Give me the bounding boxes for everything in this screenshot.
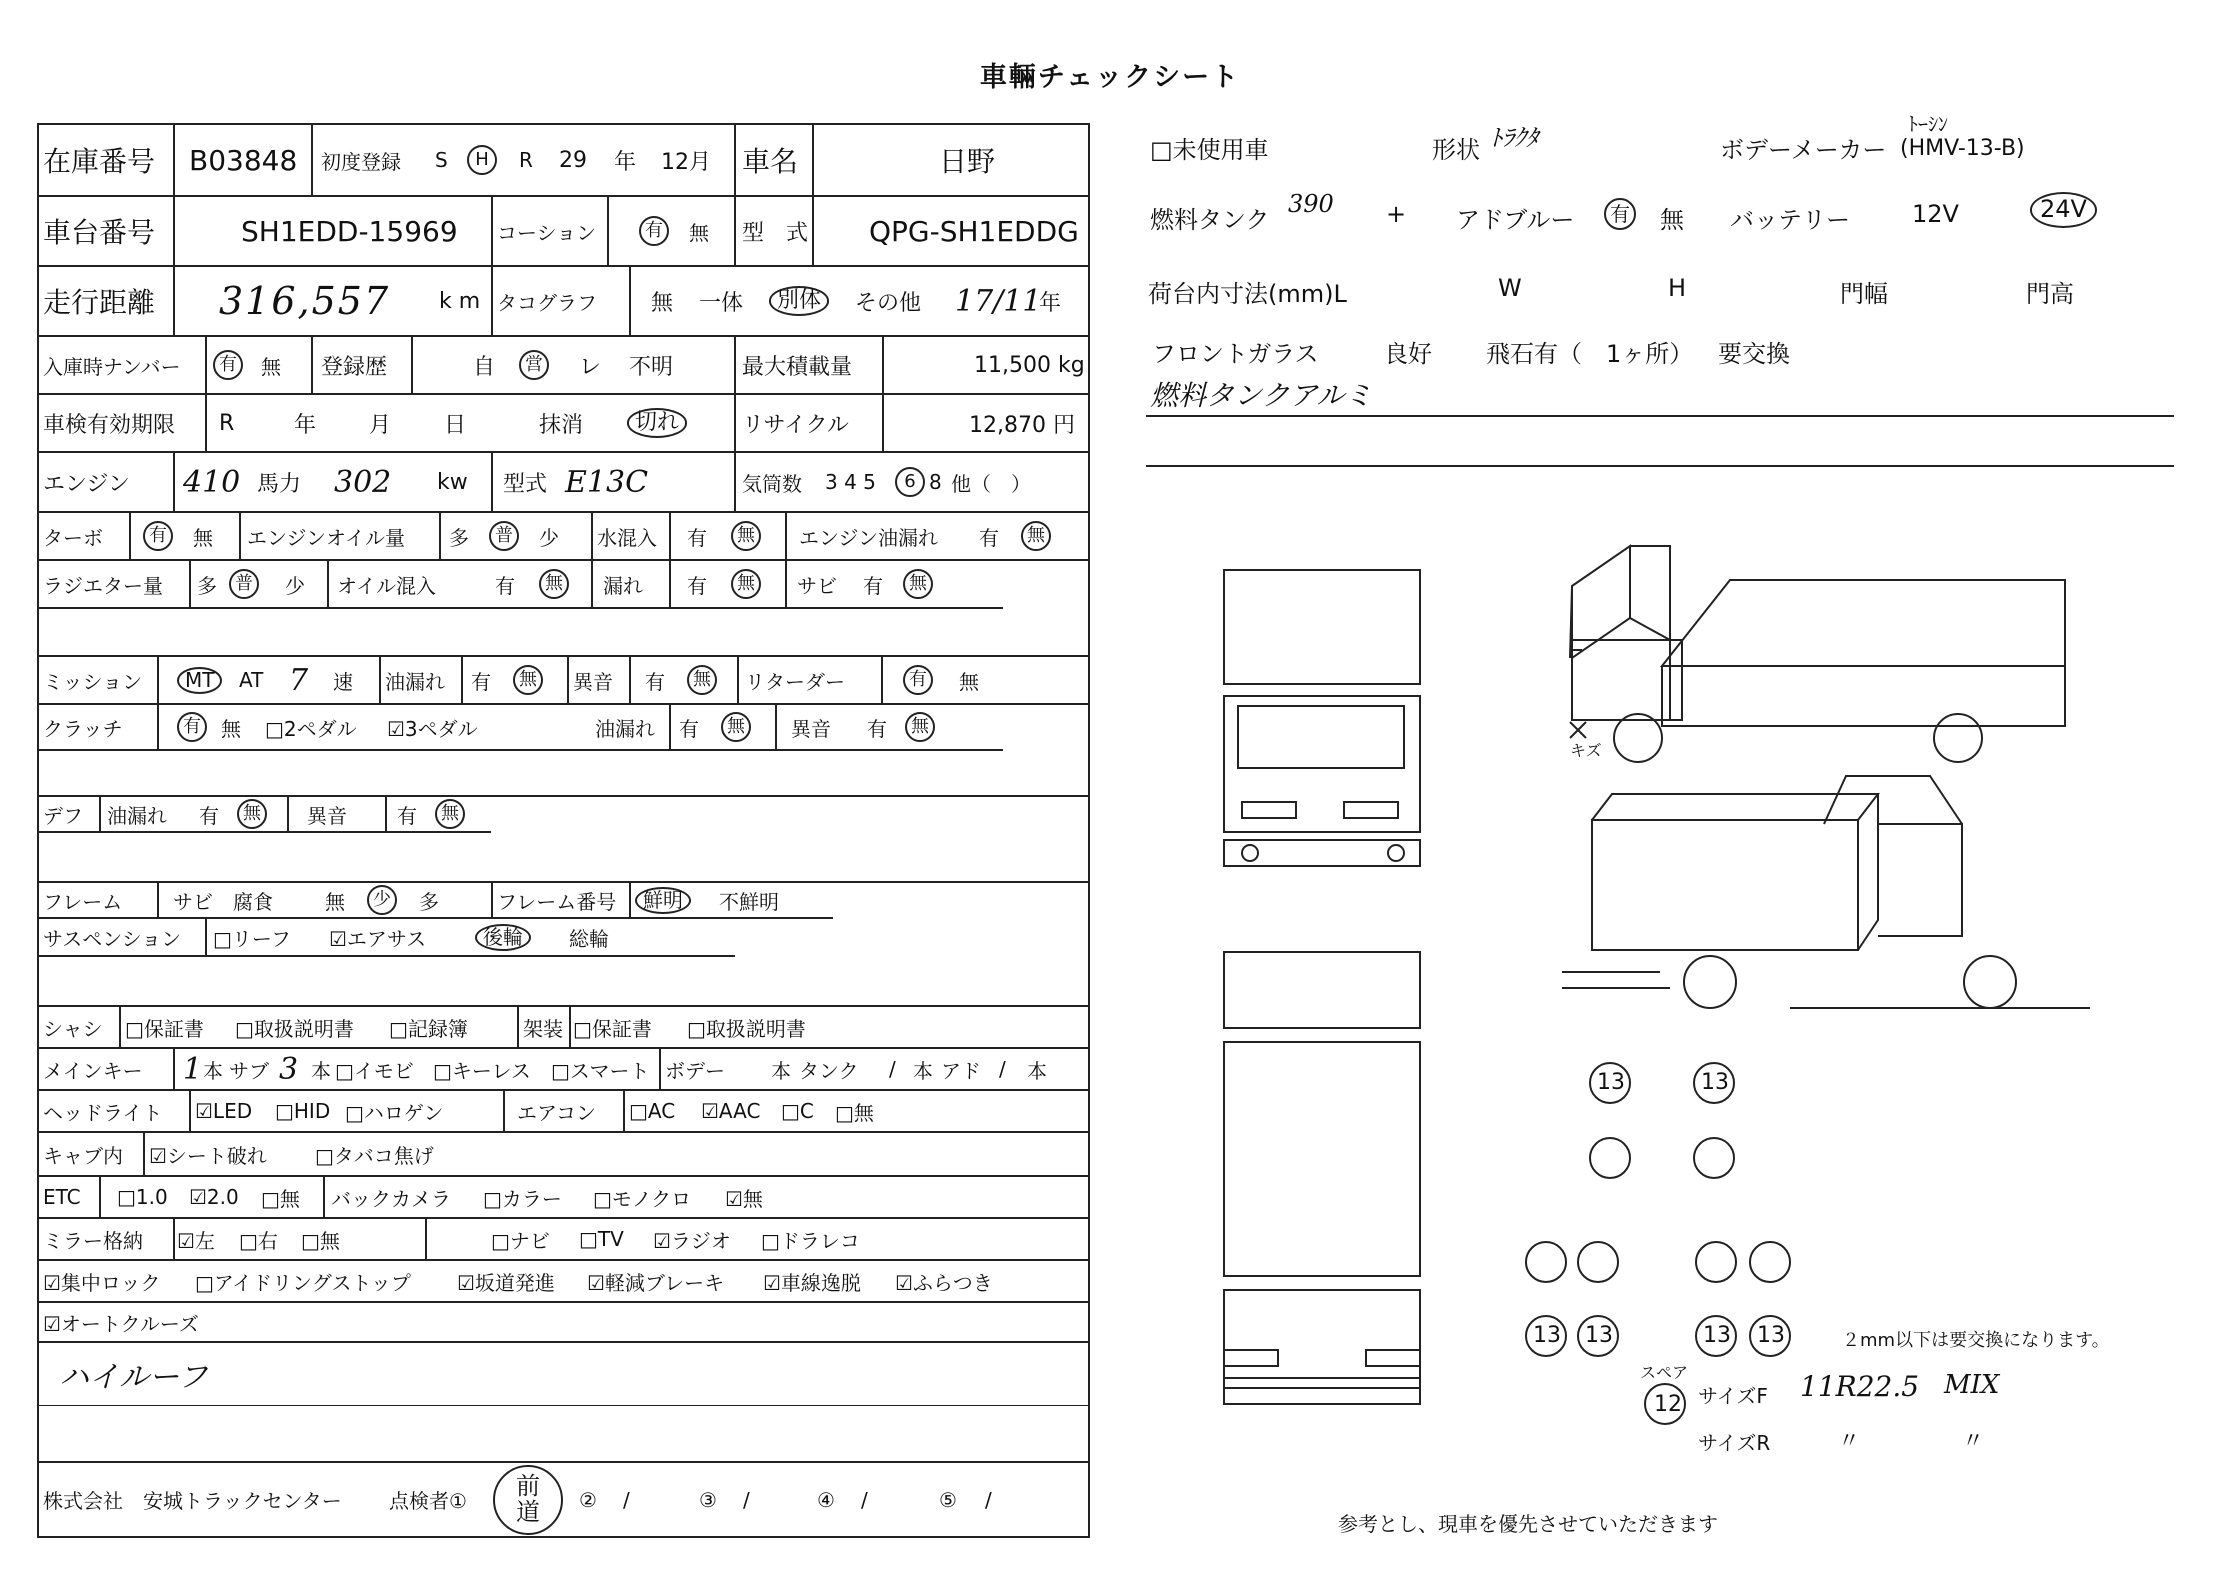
cargo-h: H	[1668, 274, 1687, 302]
row-safety	[39, 1261, 1088, 1303]
radiator-label: ラジエター量	[43, 573, 163, 598]
stock-number: B03848	[189, 143, 298, 177]
key-unit: 本	[203, 1058, 223, 1083]
inspector-2-slash: /	[623, 1487, 630, 1512]
aircon-label: エアコン	[517, 1100, 596, 1125]
retarder-label: リターダー	[745, 669, 845, 694]
backcam-label: バックカメラ	[331, 1186, 451, 1211]
cylinder-other: 他（ ）	[951, 471, 1031, 496]
row-keys	[39, 1049, 1088, 1091]
tank-key-label: タンク	[799, 1058, 859, 1083]
wheel-front	[1614, 714, 1662, 762]
inspect-day: 日	[444, 412, 467, 438]
turbo-yes: 有	[143, 521, 173, 551]
row-headlight	[39, 1091, 1088, 1133]
reg-label: 登録歴	[321, 354, 388, 380]
mirror-label: ミラー格納	[43, 1228, 143, 1253]
frame-mid: 少	[367, 885, 397, 915]
inspect-expired: 切れ	[627, 408, 687, 437]
scratch-label: キズ	[1570, 741, 1602, 760]
mirror-right: □右	[239, 1228, 278, 1253]
body-maker-model: (HMV-13-B)	[1900, 136, 2025, 161]
diff-oilleak-no: 無	[237, 799, 267, 829]
inspector-3: ③	[699, 1487, 717, 1512]
battery-12v: 12V	[1912, 200, 1959, 228]
load-label: 最大積載量	[742, 354, 853, 380]
recycle-value: 12,870 円	[969, 412, 1075, 438]
radiator-few: 少	[285, 573, 305, 598]
suspension-leaf: □リーフ	[213, 926, 291, 951]
chassis-manual: □取扱説明書	[235, 1016, 354, 1041]
clutch-label: クラッチ	[43, 716, 123, 741]
inspector-2: ②	[579, 1487, 597, 1512]
era-r: R	[519, 148, 533, 172]
oil-mix-yes: 有	[495, 573, 515, 598]
hp-label: 馬力	[257, 471, 302, 497]
oil-amount-label: エンジンオイル量	[247, 525, 405, 550]
first-reg-label: 初度登録	[321, 149, 401, 174]
size-rear-ditto-2: 〃	[1962, 1429, 1985, 1454]
reg-rental: レ	[579, 354, 602, 380]
wobble-alert: ☑ふらつき	[895, 1270, 993, 1295]
auto-cruise: ☑オートクルーズ	[43, 1311, 199, 1336]
engine-label: エンジン	[43, 471, 130, 497]
fuel-plus: +	[1386, 200, 1407, 228]
aircon-none: □無	[835, 1100, 874, 1125]
main-key-label: メインキー	[43, 1058, 143, 1083]
backcam-mono: □モノクロ	[593, 1186, 692, 1211]
battery-label: バッテリー	[1730, 206, 1850, 234]
ad-key-label: アド	[941, 1058, 981, 1083]
etc-2: ☑2.0	[189, 1185, 239, 1209]
cab-top-view	[1224, 952, 1420, 1028]
shape-value: ﾄﾗｸﾀ	[1490, 124, 1538, 152]
diff-oilleak-label: 油漏れ	[107, 803, 167, 828]
clutch-2pedal: □2ペダル	[265, 716, 357, 741]
spare-tread: 12	[1654, 1392, 1682, 1417]
ad-key-count: /	[999, 1057, 1006, 1081]
row-blank-3	[39, 833, 1088, 883]
tank-key-count: /	[889, 1057, 896, 1081]
taco-other: その他	[855, 290, 922, 316]
windshield-good: 良好	[1384, 340, 1432, 368]
mission-oilleak-label: 油漏れ	[385, 669, 445, 694]
etc-none: □無	[261, 1186, 300, 1211]
mission-speed: 7	[289, 662, 309, 698]
cargo-top-view	[1224, 1042, 1420, 1276]
oil-few: 少	[539, 525, 559, 550]
clutch-yes: 有	[177, 712, 207, 742]
vehicle-name: 日野	[939, 145, 996, 178]
clutch-3pedal: ☑3ペダル	[387, 716, 478, 741]
aircon-ac: □AC	[629, 1099, 676, 1123]
suspension-label: サスペンション	[43, 926, 182, 951]
fuel-tank-note: 燃料タンクアルミ	[1150, 379, 1373, 412]
rust-label: サビ	[797, 573, 837, 598]
footnote: 参考とし、現車を優先させていただきます	[1338, 1512, 1718, 1536]
row-cruise	[39, 1303, 1088, 1343]
windshield-label: フロントガラス	[1152, 340, 1319, 368]
tire-rear-3-tread: 13	[1703, 1323, 1731, 1348]
unused-vehicle: □未使用車	[1150, 136, 1269, 164]
size-front-value: 11R22.5	[1800, 1370, 1920, 1403]
row-mission	[39, 657, 1088, 705]
cargo-size-label: 荷台内寸法(mm)L	[1148, 280, 1347, 308]
key-immobilizer: □イモビ	[335, 1058, 414, 1083]
note-underline-1	[1146, 415, 2174, 417]
cylinder-8: 8	[929, 470, 942, 494]
row-frame	[39, 883, 833, 919]
hill-start: ☑坂道発進	[457, 1270, 555, 1295]
row-footer	[39, 1463, 1088, 1536]
inspector-3-slash: /	[743, 1487, 750, 1512]
wheel-rear	[1934, 714, 1982, 762]
era-h: H	[467, 145, 497, 175]
row-chassis-docs	[39, 1007, 1088, 1049]
inspector-5: ⑤	[939, 1487, 957, 1512]
suspension-rear: 後輪	[475, 924, 531, 951]
water-no: 無	[731, 521, 761, 551]
stock-label: 在庫番号	[43, 145, 156, 178]
wheel-2-rear	[1964, 956, 2016, 1008]
row-radiator	[39, 561, 1003, 609]
clutch-oilleak-yes: 有	[679, 716, 699, 741]
chassis-record: □記録簿	[389, 1016, 468, 1041]
mission-noise-yes: 有	[645, 669, 665, 694]
main-key-count: 1	[183, 1051, 203, 1087]
inspector-5-slash: /	[985, 1487, 992, 1512]
idling-stop: □アイドリングストップ	[195, 1270, 411, 1295]
mission-noise-no: 無	[687, 665, 717, 695]
cargo-w: W	[1498, 274, 1522, 302]
inspect-r: R	[219, 410, 235, 436]
mission-label: ミッション	[43, 669, 143, 694]
inspector-4: ④	[817, 1487, 835, 1512]
battery-24v: 24V	[2030, 192, 2097, 228]
inspector-4-slash: /	[861, 1487, 868, 1512]
cab-side	[1572, 640, 1682, 720]
headlight-label: ヘッドライト	[43, 1100, 163, 1125]
diff-oilleak-yes: 有	[199, 803, 219, 828]
body-key-unit: 本	[771, 1058, 791, 1083]
truck-diagrams	[1210, 540, 2170, 1440]
adblue-yes: 有	[1604, 198, 1636, 230]
frame-many: 多	[419, 889, 439, 914]
note-text: ハイルーフ	[59, 1360, 208, 1395]
opt-navi: □ナビ	[491, 1228, 550, 1253]
mission-at: AT	[239, 668, 264, 692]
headlight-halogen: □ハロゲン	[345, 1100, 444, 1125]
inspector-stamp	[493, 1465, 563, 1535]
opt-tv: □TV	[579, 1227, 624, 1251]
mission-oilleak-yes: 有	[471, 669, 491, 694]
frame-unclear: 不鮮明	[719, 889, 779, 914]
taco-label: タコグラフ	[497, 290, 597, 315]
central-lock: ☑集中ロック	[43, 1270, 161, 1295]
row-engine	[39, 453, 1088, 513]
etc-label: ETC	[43, 1185, 81, 1209]
name-label: 車名	[742, 145, 799, 178]
reg-self: 自	[473, 354, 496, 380]
headlight-led: ☑LED	[195, 1099, 253, 1123]
tire-rear-4-tread: 13	[1757, 1323, 1785, 1348]
sub-key-unit: 本	[311, 1058, 331, 1083]
reg-business: 営	[519, 350, 549, 380]
inspector-label: 点検者①	[389, 1489, 467, 1513]
roof-view	[1224, 570, 1420, 684]
key-keyless: □キーレス	[433, 1058, 531, 1083]
taco-separate: 別体	[769, 286, 829, 315]
leak-yes: 有	[687, 573, 707, 598]
opt-radio: ☑ラジオ	[653, 1228, 731, 1253]
row-stock	[39, 125, 1088, 197]
row-note	[39, 1343, 1088, 1405]
turbo-no: 無	[193, 525, 213, 550]
suspension-air: ☑エアサス	[329, 926, 427, 951]
clutch-noise-label: 異音	[791, 716, 831, 741]
mission-mt: MT	[177, 667, 222, 694]
first-reg-month: 12月	[661, 149, 711, 175]
taco-year-unit: 年	[1039, 290, 1062, 316]
mileage-label: 走行距離	[43, 286, 156, 319]
door-width: 門幅	[1840, 280, 1888, 308]
door-height: 門高	[2026, 280, 2074, 308]
row-mileage	[39, 267, 1088, 337]
leak-no: 無	[731, 569, 761, 599]
opt-dashcam: □ドラレコ	[761, 1228, 860, 1253]
retarder-yes: 有	[903, 665, 933, 695]
fuel-tank-label: 燃料タンク	[1150, 206, 1270, 234]
cylinder-label: 気筒数	[742, 471, 802, 496]
row-blank-2	[39, 751, 1088, 797]
engine-leak-yes: 有	[979, 525, 999, 550]
size-rear-ditto-1: 〃	[1838, 1429, 1861, 1454]
row-mirror	[39, 1219, 1088, 1261]
tire-rear-1-tread: 13	[1533, 1323, 1561, 1348]
body-key-label: ボデー	[665, 1058, 725, 1083]
body-manual: □取扱説明書	[687, 1016, 806, 1041]
kw-unit: kw	[437, 469, 468, 495]
mission-noise-label: 異音	[573, 669, 613, 694]
front-view	[1224, 696, 1420, 832]
shape-label: 形状	[1432, 136, 1480, 164]
clutch-oilleak-no: 無	[721, 712, 751, 742]
body-maker: ﾄｰｼﾝ	[1908, 112, 1948, 136]
diff-noise-yes: 有	[397, 803, 417, 828]
key-smart: □スマート	[551, 1058, 650, 1083]
chassis-warranty: □保証書	[125, 1016, 204, 1041]
recycle-label: リサイクル	[742, 412, 849, 438]
row-note-2	[39, 1407, 1088, 1463]
plate-label: 入庫時ナンバー	[43, 354, 181, 379]
row-blank-1	[39, 609, 1088, 657]
radiator-many: 多	[197, 573, 217, 598]
radiator-normal: 普	[229, 569, 259, 599]
suspension-all: 総輪	[569, 926, 609, 951]
cab-seat-torn: ☑シート破れ	[149, 1143, 267, 1168]
stamp-top: 前	[516, 1472, 540, 1501]
engine-type: E13C	[565, 464, 649, 500]
first-reg-year: 29	[559, 147, 587, 173]
row-clutch	[39, 705, 1003, 751]
frame-clear: 鮮明	[635, 887, 691, 914]
size-mix: MIX	[1944, 1370, 2000, 1400]
coating-yes: 有	[639, 216, 669, 246]
page-title: 車輛チェックシート	[979, 62, 1241, 93]
taco-one: 一体	[699, 290, 744, 316]
adblue-no: 無	[1660, 206, 1684, 234]
tire-front-left-tread: 13	[1597, 1070, 1625, 1095]
km-unit: k m	[439, 288, 481, 314]
chassis-number: SH1EDD-15969	[241, 214, 458, 248]
aircon-aac: ☑AAC	[701, 1099, 761, 1123]
cylinder-options: 3 4 5	[825, 470, 876, 494]
coating-label: コーション	[497, 220, 597, 245]
backcam-color: □カラー	[483, 1186, 562, 1211]
inspect-label: 車検有効期限	[43, 412, 176, 438]
taco-date: 17/11	[955, 283, 1042, 319]
company-name: 株式会社 安城トラックセンター	[43, 1489, 342, 1513]
inspect-year: 年	[294, 412, 317, 438]
fuel-tank-value: 390	[1288, 190, 1334, 218]
frame-rust-label: サビ 腐食	[173, 889, 273, 914]
row-plate	[39, 337, 1088, 395]
row-etc	[39, 1177, 1088, 1219]
mission-oilleak-no: 無	[513, 665, 543, 695]
lane-departure: ☑車線逸脱	[763, 1270, 861, 1295]
model-label: 型 式	[742, 220, 809, 246]
coating-no: 無	[689, 220, 709, 245]
ad-key-unit: 本	[1027, 1058, 1047, 1083]
oil-mix-no: 無	[539, 569, 569, 599]
windshield-chip-count: 1ヶ所）	[1606, 340, 1694, 368]
model-value: QPG-SH1EDDG	[869, 214, 1079, 248]
row-suspension	[39, 919, 735, 957]
row-chassis	[39, 197, 1088, 267]
engine-kw: 302	[334, 464, 392, 500]
tire-rear-2-tread: 13	[1585, 1323, 1613, 1348]
etc-1: □1.0	[117, 1185, 168, 1209]
spare-label: スペア	[1640, 1363, 1689, 1382]
mirror-left: ☑左	[177, 1228, 215, 1253]
cylinder-selected: 6	[895, 467, 925, 497]
retarder-no: 無	[959, 669, 979, 694]
tire-note: ２mm以下は要交換になります。	[1842, 1330, 2110, 1351]
engine-leak-no: 無	[1021, 521, 1051, 551]
rust-yes: 有	[863, 573, 883, 598]
row-inspection	[39, 395, 1088, 453]
oil-many: 多	[449, 525, 469, 550]
chassis-label: 車台番号	[43, 216, 156, 249]
era-s: S	[435, 148, 448, 172]
size-front-label: サイズF	[1698, 1384, 1768, 1408]
row-cab	[39, 1133, 1088, 1177]
wheel-2-front	[1684, 956, 1736, 1008]
headlight-hid: □HID	[275, 1099, 331, 1123]
oil-mix-label: オイル混入	[337, 573, 436, 598]
cargo-body-side	[1592, 820, 1858, 950]
body-maker-label: ボデーメーカー	[1720, 136, 1887, 164]
tank-key-unit: 本	[913, 1058, 933, 1083]
adblue-label: アドブルー	[1456, 206, 1575, 234]
tire-front-right-tread: 13	[1701, 1070, 1729, 1095]
backcam-none: ☑無	[725, 1186, 763, 1211]
clutch-oilleak-label: 油漏れ	[595, 716, 655, 741]
water-yes: 有	[687, 525, 707, 550]
inspect-cancel: 抹消	[539, 412, 584, 438]
rear-view	[1224, 1290, 1420, 1388]
reg-unknown: 不明	[629, 354, 674, 380]
sub-key-count: 3	[279, 1051, 299, 1087]
plate-no: 無	[261, 354, 281, 379]
taco-none: 無	[651, 290, 674, 316]
frame-label: フレーム	[43, 889, 123, 914]
aircon-c: □C	[781, 1099, 814, 1123]
leak-label: 漏れ	[603, 573, 643, 598]
note-line-1	[39, 1405, 1088, 1406]
clutch-noise-no: 無	[905, 712, 935, 742]
note-underline-2	[1146, 465, 2174, 467]
windshield-replace: 要交換	[1718, 340, 1790, 368]
load-value: 11,500 kg	[974, 352, 1085, 378]
plate-yes: 有	[213, 350, 243, 380]
speed-unit: 速	[333, 669, 353, 694]
mileage-value: 316,557	[219, 279, 391, 323]
size-rear-label: サイズR	[1698, 1431, 1771, 1455]
row-blank-4	[39, 957, 1088, 1007]
diff-label: デフ	[43, 803, 83, 828]
year-unit: 年	[614, 149, 637, 175]
engine-leak-label: エンジン油漏れ	[799, 525, 938, 550]
cab-tobacco-burn: □タバコ焦げ	[315, 1143, 434, 1168]
row-turbo	[39, 513, 1088, 561]
clutch-noise-yes: 有	[867, 716, 887, 741]
frame-number-label: フレーム番号	[497, 889, 617, 914]
water-label: 水混入	[597, 525, 657, 550]
chassis-docs-label: シャシ	[43, 1016, 103, 1041]
body-warranty: □保証書	[573, 1016, 652, 1041]
diff-noise-no: 無	[435, 799, 465, 829]
inspect-month: 月	[369, 412, 392, 438]
inspection-form	[37, 123, 1090, 1538]
windshield-chip: 飛石有（	[1486, 340, 1582, 368]
frame-none: 無	[325, 889, 345, 914]
oil-normal: 普	[489, 521, 519, 551]
mirror-none: □無	[301, 1228, 340, 1253]
turbo-label: ターボ	[43, 525, 103, 550]
engine-type-label: 型式	[503, 471, 548, 497]
engine-hp: 410	[183, 464, 241, 500]
collision-brake: ☑軽減ブレーキ	[587, 1270, 725, 1295]
clutch-no: 無	[221, 716, 241, 741]
rust-no: 無	[903, 569, 933, 599]
body-docs-label: 架装	[523, 1016, 563, 1041]
diff-noise-label: 異音	[307, 803, 347, 828]
row-diff	[39, 797, 491, 833]
cab-label: キャブ内	[43, 1143, 123, 1168]
stamp-bottom: 道	[516, 1497, 540, 1526]
sub-key-label: サブ	[229, 1058, 269, 1083]
